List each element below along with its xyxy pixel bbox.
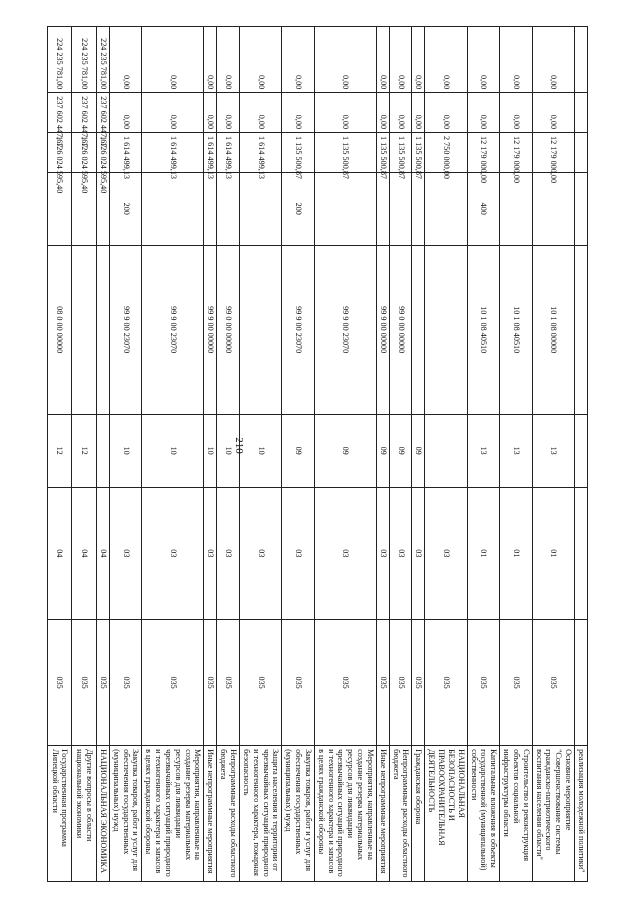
target-article-cell: [575, 245, 588, 414]
target-article-cell: [97, 245, 110, 414]
page-number: 210: [232, 437, 245, 454]
section-cell: 03: [217, 487, 240, 620]
amount-year3-cell: 0,00: [425, 27, 467, 93]
subsection-cell: 10: [240, 414, 282, 487]
table-row: [217, 27, 240, 882]
amount-year2-cell: 0,00: [376, 93, 389, 133]
budget-table-body: [48, 27, 588, 882]
target-article-cell: 99 0 00 00000: [389, 245, 412, 414]
subsection-cell: 09: [314, 414, 376, 487]
item-name-cell: Иные непрограммные мероприятия: [376, 746, 389, 882]
amount-year2-cell: 0,00: [412, 93, 425, 133]
admin-code-cell: 035: [48, 620, 72, 746]
item-name-cell: Другие вопросы в области национальной экономики: [72, 746, 97, 882]
item-name-cell: Строительство и реконструкция объектов социальной инфраструктуры области: [500, 746, 533, 882]
section-cell: 03: [412, 487, 425, 620]
item-name-cell: Мероприятия, направленные на создание резерва материальных ресурсов для ликвидации чрезвычайных ситуаций природного и техногенного характера и запасов в целях гражданской обороны: [142, 746, 204, 882]
item-name-cell: Основное мероприятие "Совершенствование системы гражданско-патриотического воспитания населения области": [532, 746, 574, 882]
subsection-cell: 09: [389, 414, 412, 487]
subsection-cell: 12: [48, 414, 72, 487]
section-cell: 03: [425, 487, 467, 620]
table-row: [109, 27, 142, 882]
subsection-cell: [575, 414, 588, 487]
amount-year2-cell: 237 602 447,67: [48, 93, 72, 133]
amount-year1-cell: 1 126 024 595,40: [97, 133, 110, 173]
table-row: [48, 27, 72, 882]
amount-year3-cell: 0,00: [467, 27, 500, 93]
amount-year3-cell: 0,00: [240, 27, 282, 93]
amount-year1-cell: 2 750 000,00: [425, 133, 467, 173]
amount-year3-cell: 0,00: [204, 27, 217, 93]
amount-year2-cell: 0,00: [314, 93, 376, 133]
amount-year3-cell: 0,00: [376, 27, 389, 93]
admin-code-cell: 035: [425, 620, 467, 746]
section-cell: 04: [97, 487, 110, 620]
amount-year3-cell: 0,00: [412, 27, 425, 93]
admin-code-cell: 035: [97, 620, 110, 746]
item-name-cell: Непрограммные расходы областного бюджета: [389, 746, 412, 882]
amount-year3-cell: 0,00: [314, 27, 376, 93]
amount-year1-cell: 1 126 024 595,40: [48, 133, 72, 173]
expense-type-cell: 200: [109, 172, 142, 245]
expense-type-cell: [376, 172, 389, 245]
section-cell: [575, 487, 588, 620]
target-article-cell: [412, 245, 425, 414]
section-cell: 03: [204, 487, 217, 620]
expense-type-cell: [217, 172, 240, 245]
amount-year1-cell: 1 126 024 595,40: [72, 133, 97, 173]
target-article-cell: 99 9 00 23070: [109, 245, 142, 414]
subsection-cell: [97, 414, 110, 487]
amount-year3-cell: 0,00: [109, 27, 142, 93]
section-cell: 03: [282, 487, 315, 620]
target-article-cell: 99 0 00 00000: [217, 245, 240, 414]
item-name-cell: Непрограммные расходы областного бюджета: [217, 746, 240, 882]
admin-code-cell: 035: [412, 620, 425, 746]
section-cell: 03: [389, 487, 412, 620]
admin-code-cell: 035: [204, 620, 217, 746]
admin-code-cell: 035: [500, 620, 533, 746]
subsection-cell: 10: [204, 414, 217, 487]
section-cell: 01: [532, 487, 574, 620]
amount-year2-cell: 0,00: [532, 93, 574, 133]
amount-year2-cell: 0,00: [500, 93, 533, 133]
table-row: [97, 27, 110, 882]
section-cell: 03: [376, 487, 389, 620]
target-article-cell: 10 1 08 40510: [467, 245, 500, 414]
admin-code-cell: 035: [217, 620, 240, 746]
amount-year2-cell: [575, 93, 588, 133]
table-row: [532, 27, 574, 882]
target-article-cell: 99 9 00 23070: [282, 245, 315, 414]
admin-code-cell: 035: [282, 620, 315, 746]
admin-code-cell: 035: [240, 620, 282, 746]
expense-type-cell: 200: [282, 172, 315, 245]
target-article-cell: 10 1 08 00000: [532, 245, 574, 414]
amount-year2-cell: 0,00: [217, 93, 240, 133]
target-article-cell: [425, 245, 467, 414]
amount-year2-cell: 0,00: [282, 93, 315, 133]
admin-code-cell: 035: [142, 620, 204, 746]
subsection-cell: 13: [532, 414, 574, 487]
amount-year3-cell: 224 235 781,00: [72, 27, 97, 93]
item-name-cell: Мероприятия, направленные на создание резерва материальных ресурсов для ликвидации чрезвычайных ситуаций природного и техногенного характера и запасов в целях гражданской обороны: [314, 746, 376, 882]
subsection-cell: 10: [109, 414, 142, 487]
table-row: [575, 27, 588, 882]
expense-type-cell: [532, 172, 574, 245]
expense-type-cell: [412, 172, 425, 245]
section-cell: 03: [240, 487, 282, 620]
item-name-cell: НАЦИОНАЛЬНАЯ БЕЗОПАСНОСТЬ И ПРАВООХРАНИТЕЛЬНАЯ ДЕЯТЕЛЬНОСТЬ: [425, 746, 467, 882]
item-name-cell: Закупка товаров, работ и услуг для обеспечения государственных (муниципальных) нужд: [109, 746, 142, 882]
amount-year3-cell: 224 235 781,00: [97, 27, 110, 93]
item-name-cell: Иные непрограммные мероприятия: [204, 746, 217, 882]
table-row: [425, 27, 467, 882]
amount-year1-cell: 1 135 500,87: [282, 133, 315, 173]
target-article-cell: 08 0 00 00000: [48, 245, 72, 414]
amount-year3-cell: 0,00: [532, 27, 574, 93]
amount-year1-cell: 12 179 000,00: [500, 133, 533, 173]
amount-year1-cell: 1 614 499,13: [240, 133, 282, 173]
expense-type-cell: 400: [467, 172, 500, 245]
item-name-cell: Гражданская оборона: [412, 746, 425, 882]
amount-year3-cell: 0,00: [389, 27, 412, 93]
target-article-cell: 99 9 00 23070: [142, 245, 204, 414]
expense-type-cell: [142, 172, 204, 245]
table-row: [376, 27, 389, 882]
item-name-cell: НАЦИОНАЛЬНАЯ ЭКОНОМИКА: [97, 746, 110, 882]
amount-year2-cell: 0,00: [204, 93, 217, 133]
admin-code-cell: 035: [376, 620, 389, 746]
section-cell: 04: [72, 487, 97, 620]
subsection-cell: 10: [142, 414, 204, 487]
expense-type-cell: [204, 172, 217, 245]
subsection-cell: 09: [376, 414, 389, 487]
amount-year2-cell: 0,00: [389, 93, 412, 133]
subsection-cell: 10: [217, 414, 240, 487]
table-row: [314, 27, 376, 882]
amount-year2-cell: 0,00: [240, 93, 282, 133]
subsection-cell: 09: [282, 414, 315, 487]
target-article-cell: 99 9 00 00000: [376, 245, 389, 414]
amount-year1-cell: 1 614 499,13: [142, 133, 204, 173]
amount-year3-cell: [575, 27, 588, 93]
amount-year2-cell: 0,00: [425, 93, 467, 133]
section-cell: 01: [500, 487, 533, 620]
amount-year1-cell: 1 135 500,87: [376, 133, 389, 173]
amount-year3-cell: 224 235 781,00: [48, 27, 72, 93]
target-article-cell: 10 1 08 40510: [500, 245, 533, 414]
target-article-cell: 99 9 00 23070: [314, 245, 376, 414]
amount-year1-cell: 1 135 500,87: [389, 133, 412, 173]
amount-year1-cell: 1 614 499,13: [204, 133, 217, 173]
admin-code-cell: [575, 620, 588, 746]
amount-year2-cell: 0,00: [109, 93, 142, 133]
table-row: [500, 27, 533, 882]
subsection-cell: 09: [412, 414, 425, 487]
amount-year1-cell: 1 614 499,13: [217, 133, 240, 173]
item-name-cell: реализация молодежной политики": [575, 746, 588, 882]
admin-code-cell: 035: [72, 620, 97, 746]
amount-year1-cell: 1 135 500,87: [412, 133, 425, 173]
table-row: [204, 27, 217, 882]
target-article-cell: [72, 245, 97, 414]
expense-type-cell: [425, 172, 467, 245]
item-name-cell: Государственная программа Липецкой области: [48, 746, 72, 882]
section-cell: 03: [142, 487, 204, 620]
section-cell: 04: [48, 487, 72, 620]
amount-year3-cell: 0,00: [142, 27, 204, 93]
amount-year2-cell: 237 602 447,67: [72, 93, 97, 133]
expense-type-cell: [575, 172, 588, 245]
amount-year2-cell: 0,00: [467, 93, 500, 133]
amount-year3-cell: 0,00: [217, 27, 240, 93]
admin-code-cell: 035: [109, 620, 142, 746]
admin-code-cell: 035: [532, 620, 574, 746]
section-cell: 01: [467, 487, 500, 620]
amount-year3-cell: 0,00: [282, 27, 315, 93]
table-row: [389, 27, 412, 882]
expense-type-cell: [389, 172, 412, 245]
item-name-cell: Закупка товаров, работ и услуг для обеспечения государственных (муниципальных) нужд: [282, 746, 315, 882]
expense-type-cell: [314, 172, 376, 245]
subsection-cell: 13: [467, 414, 500, 487]
budget-table: [47, 26, 588, 882]
amount-year2-cell: 0,00: [142, 93, 204, 133]
table-row: [282, 27, 315, 882]
target-article-cell: 99 9 00 00000: [204, 245, 217, 414]
table-row: [412, 27, 425, 882]
item-name-cell: Капитальные вложения в объекты государственной (муниципальной) собственности: [467, 746, 500, 882]
amount-year3-cell: 0,00: [500, 27, 533, 93]
section-cell: 03: [109, 487, 142, 620]
amount-year1-cell: [575, 133, 588, 173]
admin-code-cell: 035: [314, 620, 376, 746]
amount-year1-cell: 12 179 000,00: [532, 133, 574, 173]
amount-year1-cell: 1 614 499,13: [109, 133, 142, 173]
expense-type-cell: [500, 172, 533, 245]
subsection-cell: 12: [72, 414, 97, 487]
item-name-cell: Защита населения и территории от чрезвычайных ситуаций природного и техногенного характера, пожарная безопасность: [240, 746, 282, 882]
target-article-cell: [240, 245, 282, 414]
budget-table-frame: [50, 26, 588, 882]
amount-year2-cell: 237 602 447,67: [97, 93, 110, 133]
table-row: [240, 27, 282, 882]
table-row: [467, 27, 500, 882]
expense-type-cell: [240, 172, 282, 245]
table-row: [72, 27, 97, 882]
section-cell: 03: [314, 487, 376, 620]
subsection-cell: 13: [500, 414, 533, 487]
admin-code-cell: 035: [389, 620, 412, 746]
amount-year1-cell: 12 179 000,00: [467, 133, 500, 173]
subsection-cell: [425, 414, 467, 487]
admin-code-cell: 035: [467, 620, 500, 746]
table-row: [142, 27, 204, 882]
amount-year1-cell: 1 135 500,87: [314, 133, 376, 173]
